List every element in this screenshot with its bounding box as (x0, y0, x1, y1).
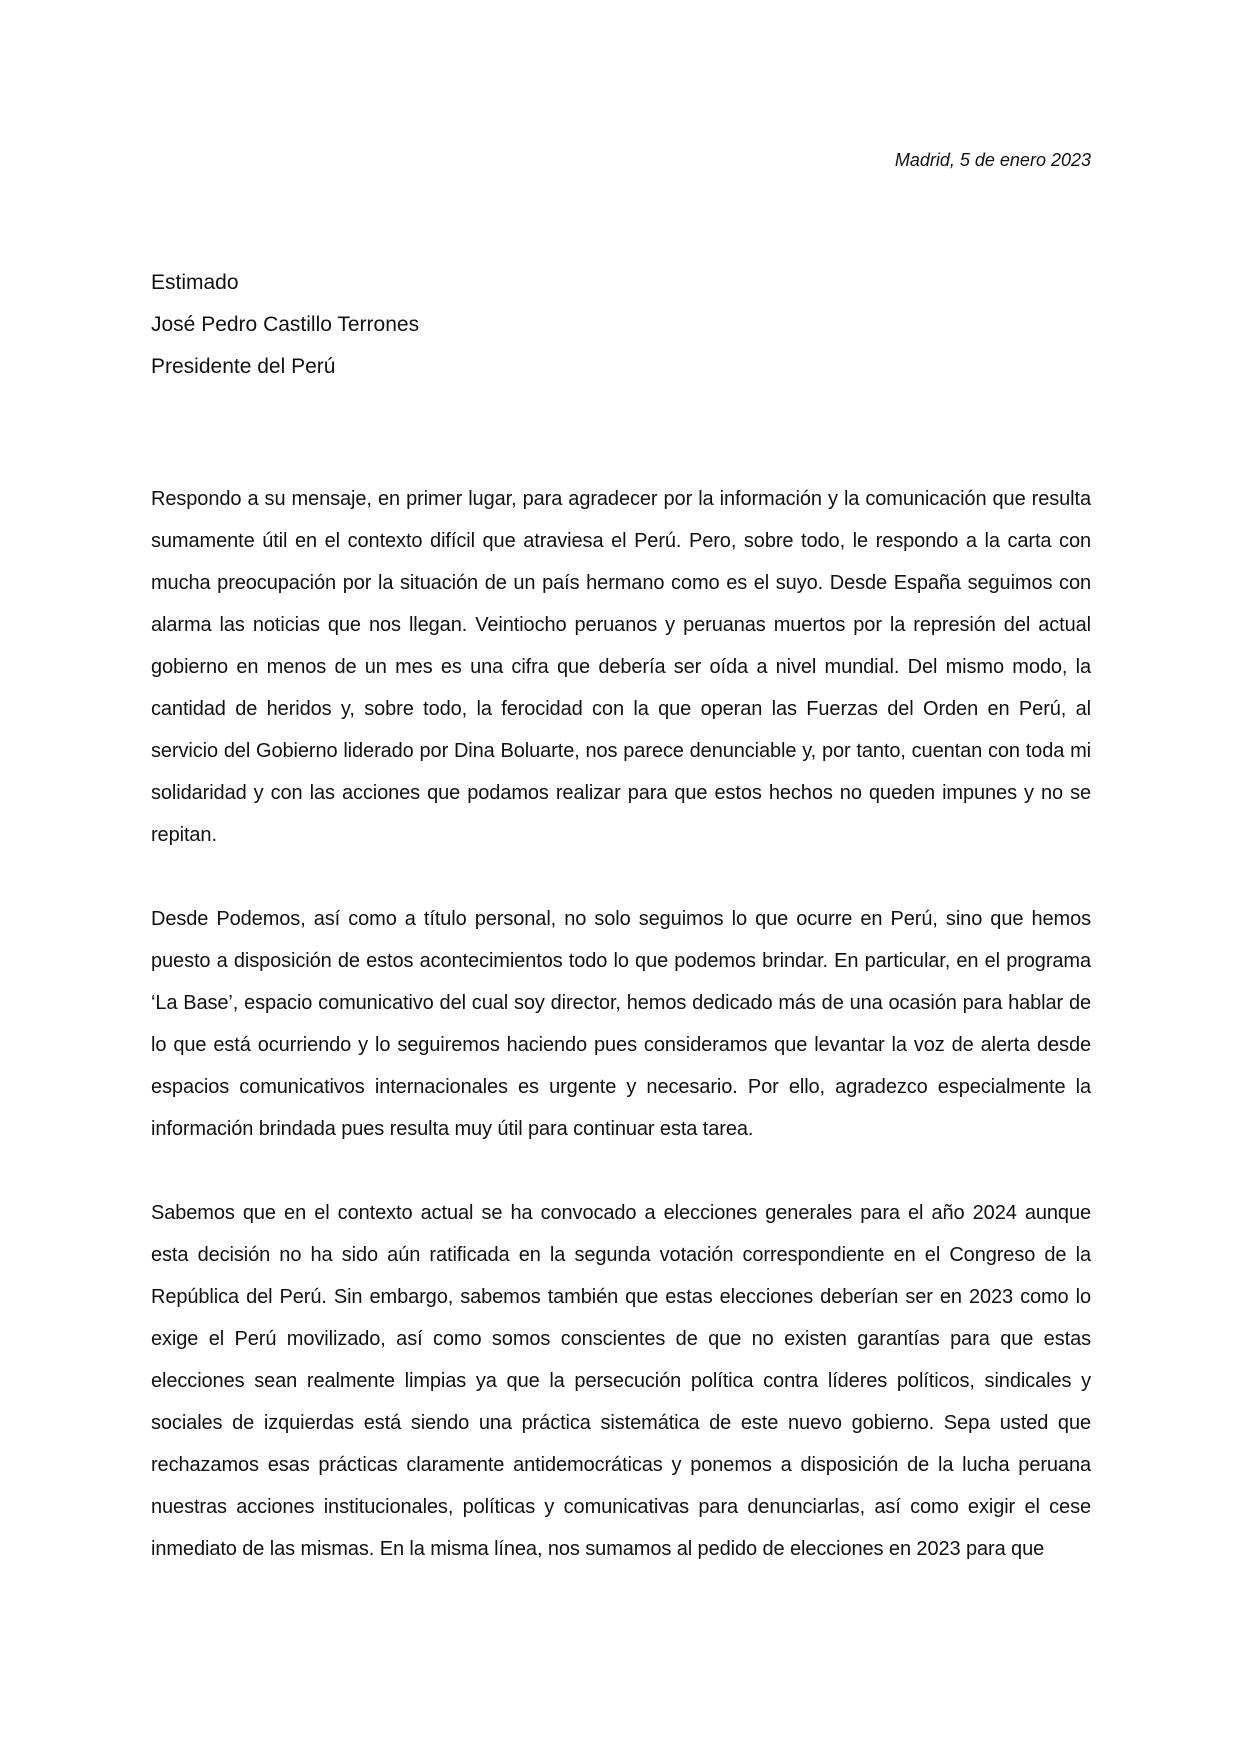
salutation: Estimado (151, 271, 239, 294)
recipient-name: José Pedro Castillo Terrones (151, 313, 420, 336)
recipient-title: Presidente del Perú (151, 355, 336, 378)
letter-date: Madrid, 5 de enero 2023 (894, 150, 1091, 170)
body-paragraph-1: Respondo a su mensaje, en primer lugar, para agradecer por la información y la comunicación que resulta sumamente útil en el contexto difícil que atraviesa el Perú. Pero, sobre todo, le respondo a la carta con mucha preocupación por la situación de un país hermano como es el suyo. Desde España seguimos con alarma las noticias que nos llegan. Veintiocho peruanos y peruanas muertos por la represión del actual gobierno en menos de un mes es una cifra que debería ser oída a nivel mundial. Del mismo modo, la cantidad de heridos y, sobre todo, la ferocidad con la que operan las Fuerzas del Orden en Perú, al servicio del Gobierno liderado por Dina Boluarte, nos parece denunciable y, por tanto, cuentan con toda mi solidaridad y con las acciones que podamos realizar para que estos hechos no queden impunes y no se repitan. (151, 488, 1091, 846)
letter-body (151, 478, 1091, 1570)
body-paragraph-3: Sabemos que en el contexto actual se ha convocado a elecciones generales para el año 2024 aunque esta decisión no ha sido aún ratificada en la segunda votación correspondiente en el Congreso de la República del Perú. Sin embargo, sabemos también que estas elecciones deberían ser en 2023 como lo exige el Perú movilizado, así como somos conscientes de que no existen garantías para que estas elecciones sean realmente limpias ya que la persecución política contra líderes políticos, sindicales y sociales de izquierdas está siendo una práctica sistemática de este nuevo gobierno. Sepa usted que rechazamos esas prácticas claramente antidemocráticas y ponemos a disposición de la lucha peruana nuestras acciones institucionales, políticas y comunicativas para denunciarlas, así como exigir el cese inmediato de las mismas. En la misma línea, nos sumamos al pedido de elecciones en 2023 para que (151, 1202, 1091, 1560)
body-paragraph-2: Desde Podemos, así como a título personal, no solo seguimos lo que ocurre en Perú, sino que hemos puesto a disposición de estos acontecimientos todo lo que podemos brindar. En particular, en el programa ‘La Base’, espacio comunicativo del cual soy director, hemos dedicado más de una ocasión para hablar de lo que está ocurriendo y lo seguiremos haciendo pues consideramos que levantar la voz de alerta desde espacios comunicativos internacionales es urgente y necesario. Por ello, agradezco especialmente la información brindada pues resulta muy útil para continuar esta tarea. (151, 908, 1091, 1140)
recipient-block (151, 268, 751, 394)
